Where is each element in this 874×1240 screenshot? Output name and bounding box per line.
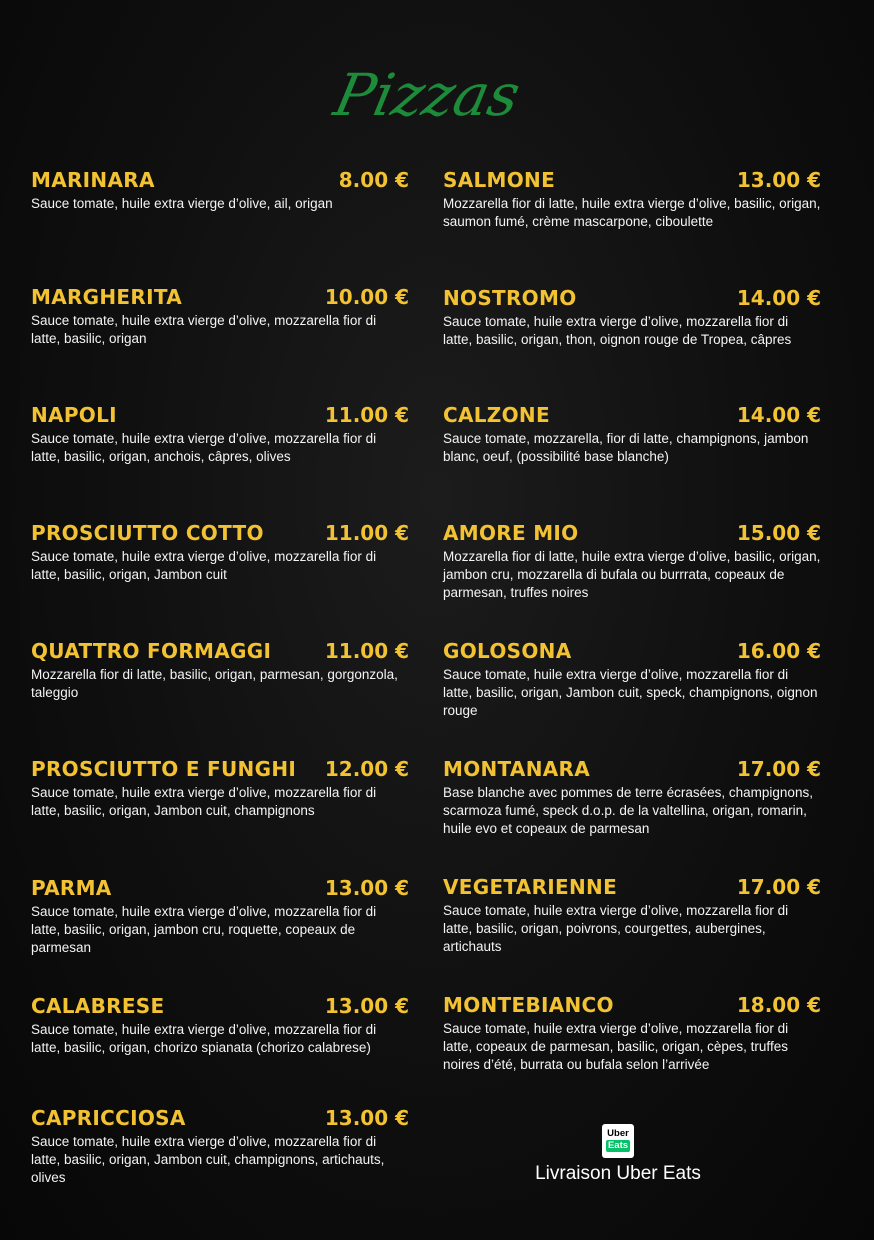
item-price: 16.00 € [736,639,821,663]
item-description: Sauce tomate, huile extra vierge d’olive, mozzarella fior di latte, basilic, origan, poivrons, courgettes, aubergines, artichauts [443,903,789,954]
item-description: Sauce tomate, huile extra vierge d’olive, mozzarella fior di latte, basilic, origan, Jambon cuit, champignons [31,785,377,818]
item-price: 11.00 € [324,521,409,545]
item-name: PROSCIUTTO E FUNGHI [31,757,297,781]
menu-item-salmone [443,168,821,231]
item-name: GOLOSONA [443,639,572,663]
menu-item-nostromo [443,286,821,349]
item-name: MARGHERITA [31,285,183,309]
menu-item-montebianco [443,993,821,1074]
item-name: PROSCIUTTO COTTO [31,521,264,545]
menu-item-margherita [31,285,409,348]
item-name: NOSTROMO [443,286,577,310]
item-description: Sauce tomate, huile extra vierge d’olive, mozzarella fior di latte, basilic, origan, anchois, câpres, olives [31,431,377,464]
menu-item-prosciutto-cotto [31,521,409,584]
item-price: 13.00 € [324,876,409,900]
item-price: 13.00 € [324,994,409,1018]
item-price: 8.00 € [338,168,409,192]
item-description: Base blanche avec pommes de terre écrasées, champignons, scarmoza fumé, speck d.o.p. de la valtellina, origan, romarin, huile evo et copeaux de parmesan [443,785,813,836]
item-description: Sauce tomate, huile extra vierge d’olive, mozzarella fior di latte, basilic, origan [31,313,377,346]
page-title [305,40,545,160]
item-description: Sauce tomate, huile extra vierge d’olive, mozzarella fior di latte, basilic, origan, jambon cru, roquette, copeaux de parmesan [31,904,377,955]
item-name: CAPRICCIOSA [31,1106,186,1130]
menu-item-montanara [443,757,821,838]
menu-item-golosona [443,639,821,720]
item-name: AMORE MIO [443,521,579,545]
menu-item-calzone [443,403,821,466]
item-price: 12.00 € [324,757,409,781]
menu-item-prosciutto-e-funghi [31,757,409,820]
item-description: Mozzarella fior di latte, huile extra vierge d’olive, basilic, origan, jambon cru, mozzarella di bufala ou burrrata, copeaux de parmesan, truffes noires [443,549,821,600]
menu-item-vegetarienne [443,875,821,956]
item-name: MARINARA [31,168,155,192]
item-description: Mozzarella fior di latte, basilic, origan, parmesan, gorgonzola, taleggio [31,667,398,700]
menu-item-capricciosa [31,1106,409,1187]
svg-text:Pizzas: Pizzas [328,61,526,129]
item-price: 11.00 € [324,639,409,663]
uber-eats-logo-icon: Uber Eats [602,1124,634,1158]
item-description: Sauce tomate, mozzarella, fior di latte, champignons, jambon blanc, oeuf, (possibilité base blanche) [443,431,809,464]
item-price: 18.00 € [736,993,821,1017]
item-price: 14.00 € [736,286,821,310]
item-name: CALZONE [443,403,550,427]
pizzas-script-title [305,40,545,160]
menu-item-amore-mio [443,521,821,602]
item-price: 13.00 € [324,1106,409,1130]
item-price: 14.00 € [736,403,821,427]
item-description: Sauce tomate, huile extra vierge d’olive, mozzarella fior di latte, basilic, origan, Jambon cuit, champignons, artichauts, olives [31,1134,385,1185]
menu-item-napoli [31,403,409,466]
item-price: 15.00 € [736,521,821,545]
uber-eats-label: Livraison Uber Eats [535,1163,701,1184]
item-name: SALMONE [443,168,556,192]
item-description: Sauce tomate, huile extra vierge d’olive, mozzarella fior di latte, basilic, origan, thon, oignon rouge de Tropea, câpres [443,314,792,347]
item-name: MONTEBIANCO [443,993,614,1017]
menu-item-quattro-formaggi [31,639,409,702]
item-price: 17.00 € [736,875,821,899]
item-name: MONTANARA [443,757,591,781]
menu-item-parma [31,876,409,957]
item-name: VEGETARIENNE [443,875,618,899]
item-description: Sauce tomate, huile extra vierge d’olive, ail, origan [31,196,333,211]
item-price: 10.00 € [324,285,409,309]
item-name: PARMA [31,876,112,900]
item-name: NAPOLI [31,403,117,427]
menu-item-marinara [31,168,409,213]
uber-eats-delivery [500,1124,736,1185]
item-description: Sauce tomate, huile extra vierge d’olive, mozzarella fior di latte, basilic, origan, Jambon cuit [31,549,377,582]
item-price: 17.00 € [736,757,821,781]
item-description: Mozzarella fior di latte, huile extra vierge d’olive, basilic, origan, saumon fumé, crème mascarpone, ciboulette [443,196,821,229]
item-price: 13.00 € [736,168,821,192]
item-price: 11.00 € [324,403,409,427]
menu-item-calabrese [31,994,409,1057]
item-description: Sauce tomate, huile extra vierge d’olive, mozzarella fior di latte, basilic, origan, chorizo spianata (chorizo calabrese) [31,1022,377,1055]
item-description: Sauce tomate, huile extra vierge d’olive, mozzarella fior di latte, basilic, origan, Jambon cuit, speck, champignons, oignon rouge [443,667,818,718]
item-name: CALABRESE [31,994,165,1018]
item-name: QUATTRO FORMAGGI [31,639,272,663]
item-description: Sauce tomate, huile extra vierge d’olive, mozzarella fior di latte, copeaux de parmesan, basilic, origan, cèpes, truffes noires d’été, burrata ou bufala selon l’arrivée [443,1021,789,1072]
